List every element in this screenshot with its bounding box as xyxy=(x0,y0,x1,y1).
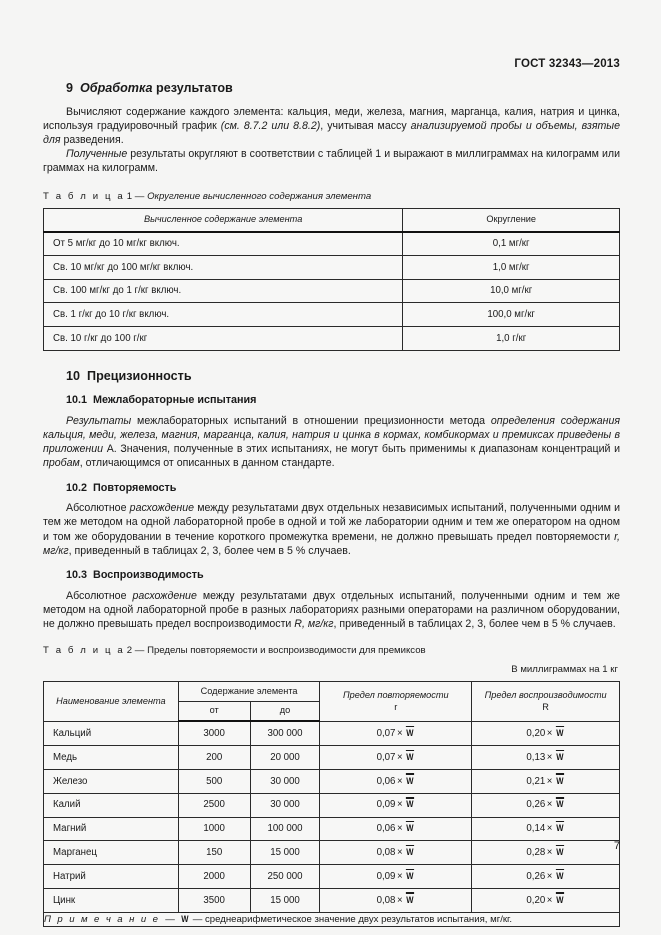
table2-cell-reproducibility xyxy=(472,793,620,817)
mean-value-symbol-icon: W xyxy=(406,845,414,857)
table1-caption-word: Т а б л и ц а xyxy=(43,190,125,202)
table2-cell-from: 2000 xyxy=(178,865,250,889)
table2-cell-from: 3500 xyxy=(178,888,250,912)
multiplication-sign-icon: × xyxy=(546,799,553,811)
section-10-1-number: 10.1 xyxy=(66,394,88,407)
paragraph-10-2 xyxy=(43,501,620,558)
limit-coefficient: 0,21 xyxy=(526,775,546,787)
multiplication-sign-icon: × xyxy=(546,894,553,906)
section-9-title-italic: Обработка xyxy=(80,81,153,95)
table2-cell-repeatability xyxy=(320,888,472,912)
paragraph-10-3 xyxy=(43,589,620,632)
multiplication-sign-icon: × xyxy=(546,870,553,882)
table1-cell-range: Св. 10 мг/кг до 100 мг/кг включ. xyxy=(44,256,403,280)
mean-value-symbol-icon: W xyxy=(406,822,414,834)
table1-caption xyxy=(43,190,620,204)
limit-coefficient: 0,20 xyxy=(526,727,546,739)
p10-1-d: А. Значения, полученные в этих испытаниях, не могут быть применимы к диапазонам концентраций и xyxy=(103,443,620,456)
table2-header-reproducibility-text: Предел воспроизводимости xyxy=(484,689,607,700)
table2-cell-reproducibility xyxy=(472,888,620,912)
multiplication-sign-icon: × xyxy=(546,775,553,787)
table2-cell-repeatability xyxy=(320,841,472,865)
table2-cell-reproducibility xyxy=(472,770,620,794)
multiplication-sign-icon: × xyxy=(396,846,403,858)
table2-cell-element: Кальций xyxy=(44,721,179,745)
multiplication-sign-icon: × xyxy=(396,799,403,811)
document-content xyxy=(43,82,620,927)
multiplication-sign-icon: × xyxy=(396,870,403,882)
mean-value-symbol-icon: W xyxy=(406,869,414,881)
p10-2-c: между результатами двух отдельных независимых испытаний, полученными одним и тем же методом на одной лабораторной пробе в одной и той же лаборатории одним и тем же оператором на одном и том же оборудовании в течение короткого промежутка времени, не должно превышать предел повторяемости xyxy=(43,502,620,543)
page-number: 7 xyxy=(613,840,620,852)
table2-header-repeatability xyxy=(320,682,472,722)
table1-cell-range: От 5 мг/кг до 10 мг/кг включ. xyxy=(44,232,403,256)
table1-body xyxy=(44,232,620,350)
table-row xyxy=(44,746,620,770)
table2-note-word: П р и м е ч а н и е xyxy=(44,913,160,925)
table2-note-dash-2: — xyxy=(192,913,203,925)
mean-value-symbol-icon: W xyxy=(406,750,414,762)
table-row xyxy=(44,817,620,841)
table1-cell-rounding: 10,0 мг/кг xyxy=(403,279,620,303)
limit-coefficient: 0,07 xyxy=(376,727,396,739)
p9-2-b: результаты округляют в соответствии с таблицей 1 и выражают в миллиграммах на килограмм или граммах на килограмм. xyxy=(43,148,620,175)
table2-note-row xyxy=(44,912,620,927)
table2-cell-to: 15 000 xyxy=(250,841,320,865)
p10-3-a: Абсолютное xyxy=(66,589,133,602)
limit-coefficient: 0,09 xyxy=(376,799,396,811)
table2-cell-repeatability xyxy=(320,865,472,889)
table2-note-text: среднеарифметическое значение двух результатов испытания, мг/кг. xyxy=(204,913,513,925)
mean-value-symbol-icon: W xyxy=(556,822,564,834)
table1-cell-range: Св. 100 мг/кг до 1 г/кг включ. xyxy=(44,279,403,303)
p10-3-b: расхождение xyxy=(132,589,197,602)
limit-coefficient: 0,06 xyxy=(376,823,396,835)
table-row xyxy=(44,327,620,351)
table2-header-element: Наименование элемента xyxy=(44,682,179,722)
table-row xyxy=(44,232,620,256)
table2-cell-to: 20 000 xyxy=(250,746,320,770)
table2-cell-reproducibility xyxy=(472,817,620,841)
mean-value-symbol-icon: W xyxy=(556,798,564,810)
table2-cell-element: Медь xyxy=(44,746,179,770)
table1-header-rounding: Округление xyxy=(403,209,620,232)
table1-caption-title: Округление вычисленного содержания элемента xyxy=(147,190,372,202)
table-row xyxy=(44,256,620,280)
table2-cell-reproducibility xyxy=(472,746,620,770)
table2-header-to: до xyxy=(250,701,320,721)
table2-units-note: В миллиграммах на 1 кг xyxy=(511,663,618,675)
p10-1-e: пробам xyxy=(43,457,80,470)
section-9-title-plain: результатов xyxy=(156,81,233,95)
limit-coefficient: 0,08 xyxy=(376,894,396,906)
table2-cell-reproducibility xyxy=(472,721,620,745)
multiplication-sign-icon: × xyxy=(396,775,403,787)
table-row xyxy=(44,793,620,817)
table2-cell-to: 15 000 xyxy=(250,888,320,912)
table2-note-cell xyxy=(44,912,620,927)
table2-cell-element: Марганец xyxy=(44,841,179,865)
limit-coefficient: 0,06 xyxy=(376,775,396,787)
mean-value-symbol-icon: W xyxy=(406,798,414,810)
table2-cell-repeatability xyxy=(320,746,472,770)
section-10-title: Прецизионность xyxy=(87,368,192,383)
table1-caption-dash: — xyxy=(134,190,145,202)
paragraph-10-1 xyxy=(43,414,620,471)
mean-value-symbol-icon: W xyxy=(556,869,564,881)
table1-cell-rounding: 1,0 г/кг xyxy=(403,327,620,351)
paragraph-9-1 xyxy=(43,105,620,148)
table2-cell-to: 250 000 xyxy=(250,865,320,889)
table2-cell-element: Железо xyxy=(44,770,179,794)
multiplication-sign-icon: × xyxy=(396,751,403,763)
section-10-1-title: Межлабораторные испытания xyxy=(93,394,257,407)
table2-caption-dash: — xyxy=(134,645,145,657)
section-heading-10 xyxy=(43,370,620,384)
multiplication-sign-icon: × xyxy=(396,823,403,835)
table2-header-repeatability-text: Предел повторяемости xyxy=(343,689,449,700)
mean-value-symbol-icon: W xyxy=(556,893,564,905)
limit-coefficient: 0,09 xyxy=(376,870,396,882)
table-row xyxy=(44,303,620,327)
section-10-3-number: 10.3 xyxy=(66,569,88,582)
table2-cell-repeatability xyxy=(320,817,472,841)
p9-1-b: (см. 8.7.2 или 8.8.2) xyxy=(220,119,321,132)
table2-cell-reproducibility xyxy=(472,841,620,865)
document-header-standard-id: ГОСТ 32343—2013 xyxy=(514,58,620,70)
paragraph-9-2 xyxy=(43,147,620,175)
p10-1-b: межлабораторных испытаний в отношении прецизионности метода xyxy=(131,414,491,427)
limit-coefficient: 0,14 xyxy=(526,823,546,835)
table1-cell-range: Св. 1 г/кг до 10 г/кг включ. xyxy=(44,303,403,327)
table2-cell-to: 30 000 xyxy=(250,793,320,817)
section-10-number: 10 xyxy=(66,368,81,383)
table-row xyxy=(44,721,620,745)
limit-coefficient: 0,26 xyxy=(526,870,546,882)
table1-caption-number: 1 xyxy=(126,190,133,202)
table2-cell-from: 2500 xyxy=(178,793,250,817)
table2-cell-from: 200 xyxy=(178,746,250,770)
table2-header-repeatability-symbol: r xyxy=(394,701,398,712)
multiplication-sign-icon: × xyxy=(396,894,403,906)
mean-value-symbol-icon: W xyxy=(556,726,564,738)
table2-note-dash-1: — xyxy=(165,913,175,925)
multiplication-sign-icon: × xyxy=(396,727,403,739)
section-10-2-number: 10.2 xyxy=(66,481,88,494)
table2-cell-from: 3000 xyxy=(178,721,250,745)
p10-1-c: определения содержания кальция, меди, железа, магния, марганца, калия, натрия и цинка в кормах, комбикормах и премиксах приведены в приложении xyxy=(43,414,620,456)
table2-caption-title: Пределы повторяемости и воспроизводимости для премиксов xyxy=(147,645,426,657)
table1-cell-range: Св. 10 г/кг до 100 г/кг xyxy=(44,327,403,351)
table2-cell-to: 100 000 xyxy=(250,817,320,841)
table2-cell-from: 1000 xyxy=(178,817,250,841)
table2-cell-element: Магний xyxy=(44,817,179,841)
table2-cell-from: 500 xyxy=(178,770,250,794)
section-10-2-title: Повторяемость xyxy=(93,481,177,494)
table2-body xyxy=(44,721,620,912)
limit-coefficient: 0,28 xyxy=(526,846,546,858)
p10-2-b: расхождение xyxy=(129,502,195,515)
section-heading-9 xyxy=(43,82,620,96)
limit-coefficient: 0,13 xyxy=(526,751,546,763)
table2-header-reproducibility xyxy=(472,682,620,722)
table2-cell-to: 300 000 xyxy=(250,721,320,745)
table2-caption xyxy=(43,644,620,658)
mean-value-symbol-icon: W xyxy=(181,912,189,924)
table-row xyxy=(44,888,620,912)
table-2-precision-limits xyxy=(43,681,620,927)
mean-value-symbol-icon: W xyxy=(556,845,564,857)
p10-3-d: R, мг/кг xyxy=(294,618,334,631)
p9-1-c: , учитывая массу xyxy=(320,119,411,132)
mean-value-symbol-icon: W xyxy=(406,726,414,738)
table-row xyxy=(44,770,620,794)
table2-cell-repeatability xyxy=(320,770,472,794)
table2-caption-word: Т а б л и ц а xyxy=(43,645,125,657)
table2-header-reproducibility-symbol: R xyxy=(542,701,549,712)
table2-cell-to: 30 000 xyxy=(250,770,320,794)
table-row xyxy=(44,841,620,865)
table2-cell-repeatability xyxy=(320,793,472,817)
p10-3-e: , приведенный в таблицах 2, 3, более чем в 5 % случаев. xyxy=(333,618,616,631)
table2-cell-repeatability xyxy=(320,721,472,745)
table2-cell-element: Калий xyxy=(44,793,179,817)
section-9-number: 9 xyxy=(66,81,74,95)
mean-value-symbol-icon: W xyxy=(556,774,564,786)
mean-value-symbol-icon: W xyxy=(406,893,414,905)
p9-1-d: анализируемой пробы и объемы, взятые для xyxy=(43,119,620,146)
p9-1-e: разведения. xyxy=(60,134,124,146)
mean-value-symbol-icon: W xyxy=(406,774,414,786)
p9-2-a: Полученные xyxy=(66,148,128,161)
limit-coefficient: 0,08 xyxy=(376,846,396,858)
table-1-rounding xyxy=(43,208,620,350)
multiplication-sign-icon: × xyxy=(546,846,553,858)
limit-coefficient: 0,20 xyxy=(526,894,546,906)
p10-3-c: между результатами двух отдельных испытаний, полученными одним и тем же методом на одной лабораторной пробе в разных лабораториях разными операторами на различном оборудовании, не должно превышать предел воспроизводимости xyxy=(43,589,620,631)
multiplication-sign-icon: × xyxy=(546,751,553,763)
table2-cell-element: Цинк xyxy=(44,888,179,912)
p9-1-a: Вычисляют содержание каждого элемента: кальция, меди, железа, магния, марганца, калия, натрия и цинка, используя градуировочный график xyxy=(43,105,620,132)
table2-cell-element: Натрий xyxy=(44,865,179,889)
section-heading-10-2 xyxy=(43,482,620,496)
table-row xyxy=(44,865,620,889)
p10-2-e: , приведенный в таблицах 2, 3, более чем в 5 % случаев. xyxy=(68,544,351,557)
p10-1-f: , отличающимся от описанных в данном стандарте. xyxy=(79,457,335,470)
table1-header-range: Вычисленное содержание элемента xyxy=(44,209,403,232)
table2-cell-reproducibility xyxy=(472,865,620,889)
table1-cell-rounding: 0,1 мг/кг xyxy=(403,232,620,256)
p10-1-a: Результаты xyxy=(66,414,132,427)
table2-header-from: от xyxy=(178,701,250,721)
table-row xyxy=(44,279,620,303)
table1-cell-rounding: 1,0 мг/кг xyxy=(403,256,620,280)
multiplication-sign-icon: × xyxy=(546,727,553,739)
section-heading-10-3 xyxy=(43,569,620,583)
table2-cell-from: 150 xyxy=(178,841,250,865)
limit-coefficient: 0,07 xyxy=(376,751,396,763)
table1-cell-rounding: 100,0 мг/кг xyxy=(403,303,620,327)
limit-coefficient: 0,26 xyxy=(526,799,546,811)
table2-header-content-group: Содержание элемента xyxy=(178,682,320,702)
p10-2-d: r, мг/кг xyxy=(43,530,620,557)
mean-value-symbol-icon: W xyxy=(556,750,564,762)
section-heading-10-1 xyxy=(43,394,620,408)
multiplication-sign-icon: × xyxy=(546,823,553,835)
p10-2-a: Абсолютное xyxy=(66,502,130,515)
section-10-3-title: Воспроизводимость xyxy=(93,569,204,582)
table2-caption-number: 2 xyxy=(126,645,133,657)
